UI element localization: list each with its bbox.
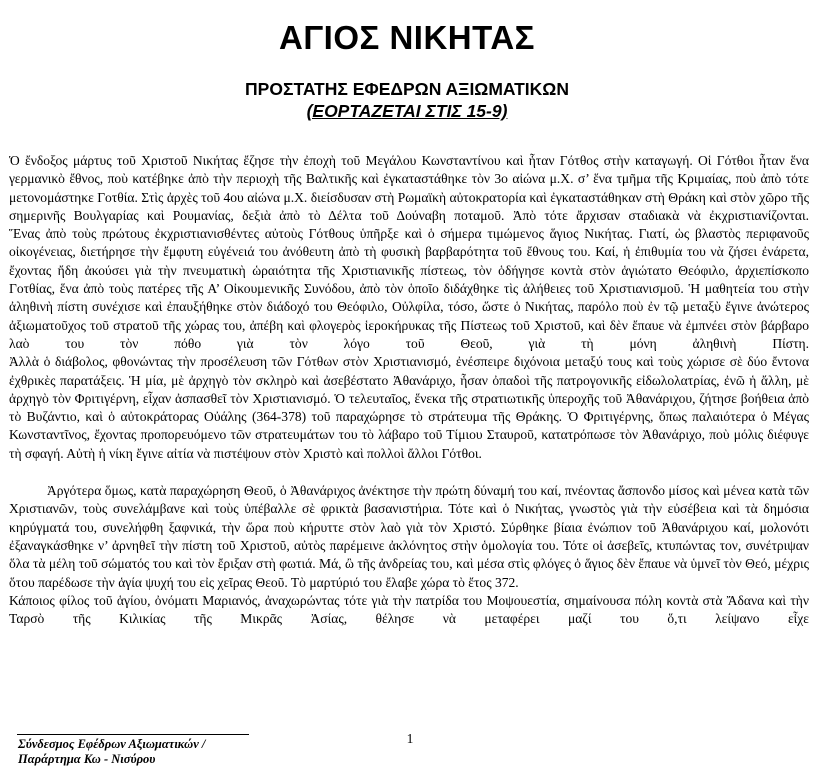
paragraph-2: Ἕνας ἀπὸ τοὺς πρώτους ἐκχριστιανισθέντες αὐτοὺς Γότθους ὑπῆρξε καὶ ὁ σήμερα τιμώμενος ἅγιος Νικήτας. Γιατί, ὡς βλαστὸς περιφανοῦς οἰκογένειας, διετήρησε τὴν ἔμφυτη εὐγένειά του ἀνόθευτη ἀπὸ τὴ φυσικὴ βαρβαρότητα τοῦ ἔθνους του. Καί, ἡ ἐπιθυμία του νὰ ζήσει ἐνάρετα, ἔχοντας ἤδη ἀκούσει γιὰ τὴν πνευματικὴ ὡραιότητα τῆς Χριστιανικῆς πίστεως, τὸν ὁδήγησε κοντὰ στὸν ἁγιώτατο Θεόφιλο, ἀρχιεπίσκοπο Γοτθίας, ἕνα ἀπὸ τοὺς πατέρες τῆς Α’ Οἰκουμενικῆς Συνόδου, ἀπὸ τὸν ὁποῖο διδάχθηκε τὶς ἀλήθειες τοῦ Χριστιανισμοῦ. Ἡ μαθητεία του στὴν ἀληθινὴ πίστη συνέχισε καὶ ἐπαυξήθηκε στὸν διάδοχό του Θεόφιλο, Οὐλφίλα, τόσο, ὥστε ὁ Νικήτας, παρόλο ποὺ ἐν τῷ μεταξὺ ἔγινε ἀνώτερος ἀξιωματοῦχος τοῦ στρατοῦ τῆς χώρας του, ἀπέβη καὶ φλογερὸς ἱεροκήρυκας τῆς Πίστεως τοῦ Χριστοῦ, καὶ δὲν ἔπαυε νὰ ἐμπνέει στὸν βάρβαρο λαὸ του τὸν πόθο γιὰ τὸν λόγο τοῦ Θεοῦ, γιὰ τὴ μόνη ἀληθινὴ Πίστη. [9,226,809,351]
paragraph-4: Ἀργότερα ὅμως, κατὰ παραχώρηση Θεοῦ, ὁ Ἀθανάριχος ἀνέκτησε τὴν πρώτη δύναμή του καί, πνέοντας ἄσπονδο μίσος καὶ μένεα κατὰ τῶν Χριστιανῶν, τοὺς συνελάμβανε καὶ τοὺς ὑπέβαλλε σὲ φρικτὰ βασανιστήρια. Τότε καὶ ὁ Νικήτας, γνωστὸς γιὰ τὴν εὐσέβεια καὶ τὰ δημόσια κηρύγματά του, συνελήφθη ξαφνικά, τὴν ὥρα ποὺ κήρυττε στὸν λαὸ γιὰ τὸν Χριστό. Σύρθηκε βίαια ἐνώπιον τοῦ Ἀθανάριχου καί, μολονότι ἐξαναγκάσθηκε ν’ ἀρνηθεῖ τὴν πίστη τοῦ Χριστοῦ, αὐτὸς παρέμεινε ἀκλόνητος στὴν ὁμολογία του. Τότε οἱ ἀσεβεῖς, κτυπώντας τον, συνέτριψαν ὅλα τὰ μέλη τοῦ σώματός του καὶ τὸν ἔριξαν στὴ φωτιά. Μά, ὢ τῆς ἀνδρείας του, καὶ μέσα στὶς φλόγες ὁ ἅγιος δὲν ἔπαυε νὰ ὑμνεῖ τὸν Θεό, μέχρις ὅτου παρέδωσε τὴν ἁγία ψυχή του εἰς χεῖρας Θεοῦ. Τὸ μαρτύριό του ἔλαβε χώρα τὸ ἔτος 372. [9,483,809,590]
footer-org-line-2: Παράρτημα Κω - Νισύρου [18,752,156,766]
feast-date-note [0,101,814,122]
paragraph-1: Ὁ ἔνδοξος μάρτυς τοῦ Χριστοῦ Νικήτας ἔζησε τὴν ἐποχὴ τοῦ Μεγάλου Κωνσταντίνου καὶ ἦταν Γότθος στὴν καταγωγή. Οἱ Γότθοι ἦταν ἕνα γερμανικὸ ἔθνος, ποὺ κατέβηκε ἀπὸ τὴν περιοχὴ τῆς Βαλτικῆς καὶ ἐγκαταστάθηκε τὸν 3ο αἰώνα μ.Χ. σ’ ἕνα τμῆμα τῆς Κριμαίας, ποὺ ἀπὸ τότε μετονομάστηκε Γοτθία. Στὶς ἀρχὲς τοῦ 4ου αἰώνα μ.Χ. διείσδυσαν στὴ Ρωμαϊκὴ αὐτοκρατορία καὶ ἐγκαταστάθηκαν στὴ Θράκη καὶ στὸν χῶρο τῆς σημερινῆς Βουλγαρίας καὶ Ρουμανίας, δεξιὰ ἀπὸ τὸ Δέλτα τοῦ Δούναβη ποταμοῦ. Ἀπὸ τότε ἄρχισαν σταδιακὰ νὰ ἐκχριστιανίζονται. [9,153,809,223]
paragraph-3: Ἀλλὰ ὁ διάβολος, φθονώντας τὴν προσέλευση τῶν Γότθων στὸν Χριστιανισμό, ἐνέσπειρε διχόνοια μεταξύ τους καὶ τοὺς χώρισε σὲ δύο ἔντονα ἐχθρικὲς παρατάξεις. Ἡ μία, μὲ ἀρχηγὸ τὸν σκληρὸ καὶ ἀσεβέστατο Ἀθανάριχο, ἦσαν ὀπαδοὶ τῆς πατρογονικῆς εἰδωλολατρίας, ἐνῶ ἡ ἄλλη, μὲ ἀρχηγὸ τὸν Φριτιγέρνη, εἶχαν ἀσπασθεῖ τὸν Χριστιανισμό. Ὁ τελευταῖος, ἕνεκα τῆς στρατιωτικῆς ὑπεροχῆς τοῦ Ἀθανάριχου, ζήτησε βοήθεια ἀπὸ τὸ Βυζάντιο, καὶ ὁ αὐτοκράτορας Οὐάλης (364-378) τοῦ παραχώρησε τὸ στράτευμα τῆς Θράκης. Ὁ Φριτιγέρνης, ὅπως παλαιότερα ὁ Μέγας Κωνσταντῖνος, ἔχοντας προπορευόμενο τῶν στρατευμάτων του τὸ λάβαρο τοῦ Τίμιου Σταυροῦ, κατατρόπωσε τὸν Ἀθανάριχο, ποὺ μόλις διέφυγε τὴ σφαγή. Αὐτὴ ἡ νίκη ἔγινε αἰτία νὰ πιστέψουν στὸν Χριστὸ καὶ πολλοὶ ἄλλοι Γότθοι. [9,354,809,461]
footer-org-line-1: Σύνδεσμος Εφέδρων Αξιωματικών / [18,737,206,751]
page-subtitle: ΠΡΟΣΤΑΤΗΣ ΕΦΕΔΡΩΝ ΑΞΙΩΜΑΤΙΚΩΝ [245,79,569,99]
footer-divider [17,734,249,735]
feast-date-text: (ΕΟΡΤΑΖΕΤΑΙ ΣΤΙΣ 15-9) [306,101,508,121]
footer-organization [18,737,298,767]
page-title: ΑΓΙΟΣ ΝΙΚΗΤΑΣ [279,19,535,56]
page-number: 1 [406,731,414,746]
document-body [9,152,809,628]
paragraph-5: Κάποιος φίλος τοῦ ἁγίου, ὀνόματι Μαριανός, ἀναχωρώντας τότε γιὰ τὴν πατρίδα του Μοψουεστία, σημαίνουσα πόλη κοντὰ στὰ Ἄδανα καὶ τὴν Ταρσὸ τῆς Κιλικίας τῆς Μικρᾶς Ἀσίας, θέλησε νὰ μεταφέρει μαζί του ὅ,τι λείψανο εἶχε [9,592,809,627]
